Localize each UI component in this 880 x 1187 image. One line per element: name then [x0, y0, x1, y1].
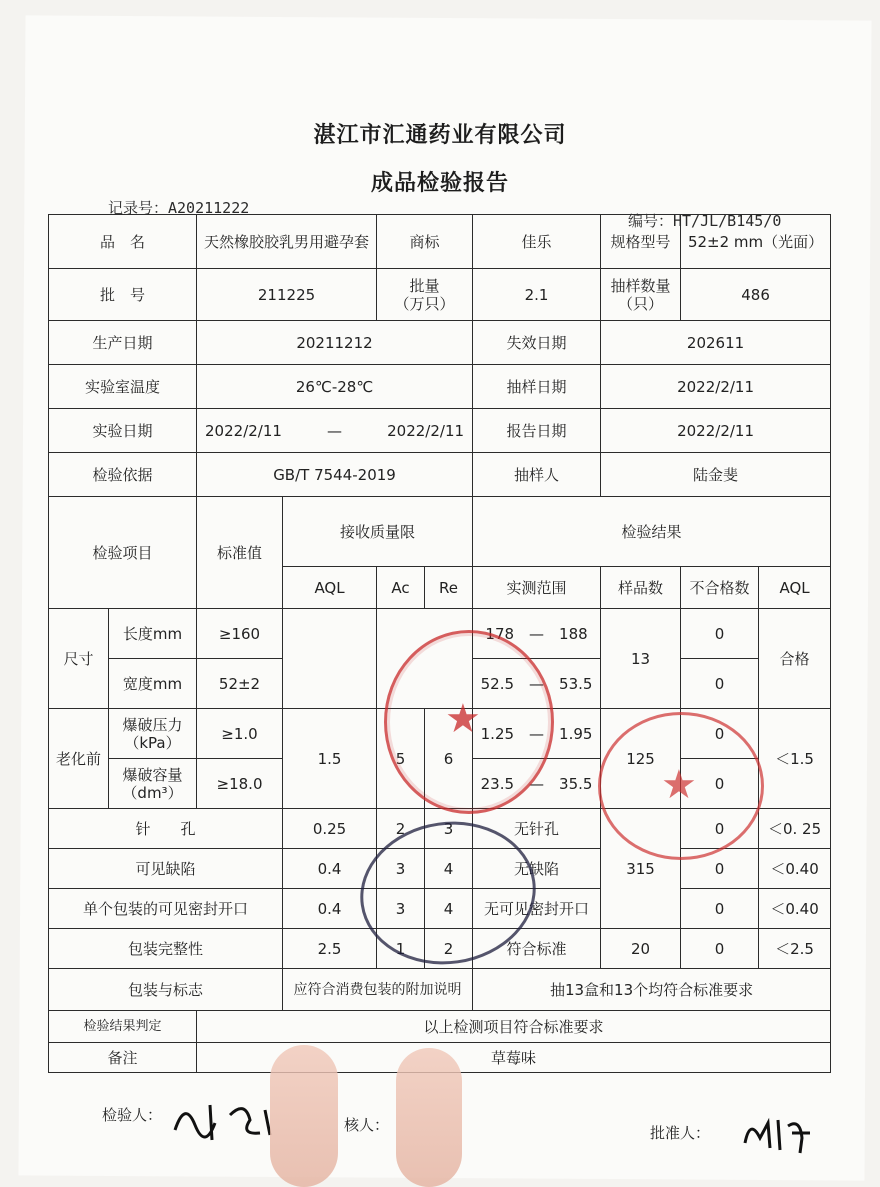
width-range: 52.5 — 53.5: [473, 659, 601, 709]
header-range: 实测范围: [473, 567, 601, 609]
product-name-label: 品 名: [49, 215, 197, 269]
sampling-date-label: 抽样日期: [473, 365, 601, 409]
defect-label: 可见缺陷: [49, 849, 283, 889]
header-samples: 样品数: [601, 567, 681, 609]
burst-pressure-unit: （kPa）: [124, 733, 181, 752]
seal-nonconforming: 0: [681, 889, 759, 929]
finger-overlay: [396, 1048, 462, 1187]
inspector-label: 检验人：: [102, 1106, 163, 1124]
pack-re: 2: [425, 929, 473, 969]
burst-pressure-standard: ≥1.0: [197, 709, 283, 759]
length-nonconforming: 0: [681, 609, 759, 659]
pack-result: ＜2.5: [759, 929, 831, 969]
burst-volume-standard: ≥18.0: [197, 759, 283, 809]
seal-ac: 3: [377, 889, 425, 929]
defect-aql: 0.4: [283, 849, 377, 889]
prod-date-label: 生产日期: [49, 321, 197, 365]
header-acceptance: 接收质量限: [283, 497, 473, 567]
burst-pressure-range: 1.25 — 1.95: [473, 709, 601, 759]
expiry-label: 失效日期: [473, 321, 601, 365]
pack-aql: 2.5: [283, 929, 377, 969]
remark-label: 备注: [49, 1043, 197, 1073]
size-group: 尺寸: [49, 609, 109, 709]
pack-ac: 1: [377, 929, 425, 969]
reviewer-label: 核人：: [344, 1116, 390, 1134]
pinhole-nonconforming: 0: [681, 809, 759, 849]
burst-pressure-label: [109, 709, 197, 759]
product-name: 天然橡胶胶乳男用避孕套: [197, 215, 377, 269]
burst-volume-label: [109, 759, 197, 809]
star-icon: ★: [445, 696, 481, 742]
aging-aql: 1.5: [283, 709, 377, 809]
spec-value: 52±2 mm（光面）: [681, 215, 831, 269]
sample-qty-value: 486: [681, 269, 831, 321]
marking-standard: 应符合消费包装的附加说明: [283, 969, 473, 1011]
length-range: 178 — 188: [473, 609, 601, 659]
sampler-value: 陆金斐: [601, 453, 831, 497]
burst-volume-range: 23.5 — 35.5: [473, 759, 601, 809]
pinhole-range: 无针孔: [473, 809, 601, 849]
header-result-aql: AQL: [759, 567, 831, 609]
batch-qty-unit: （万只）: [394, 294, 455, 313]
brand-value: 佳乐: [473, 215, 601, 269]
pinhole-result: ＜0. 25: [759, 809, 831, 849]
size-result: 合格: [759, 609, 831, 709]
brand-label: 商标: [377, 215, 473, 269]
batch-qty-label: [377, 269, 473, 321]
approver-signature: [740, 1108, 820, 1158]
sample-qty-label: [601, 269, 681, 321]
pinhole-label: 针 孔: [49, 809, 283, 849]
verdict-value: 以上检测项目符合标准要求: [197, 1011, 831, 1043]
size-samples: 13: [601, 609, 681, 709]
pinhole-re: 3: [425, 809, 473, 849]
test-date-label: 实验日期: [49, 409, 197, 453]
pack-range: 符合标准: [473, 929, 601, 969]
aging-result: ＜1.5: [759, 709, 831, 809]
sampling-date-value: 2022/2/11: [601, 365, 831, 409]
defect-result: ＜0.40: [759, 849, 831, 889]
length-label: 长度mm: [109, 609, 197, 659]
header-standard: 标准值: [197, 497, 283, 609]
batch-value: 211225: [197, 269, 377, 321]
pinhole-ac: 2: [377, 809, 425, 849]
seal-aql: 0.4: [283, 889, 377, 929]
report-date-value: 2022/2/11: [601, 409, 831, 453]
document-code: 编号：HT/JL/B145/0: [628, 212, 782, 230]
width-nonconforming: 0: [681, 659, 759, 709]
seal-re: 4: [425, 889, 473, 929]
seal-range: 无可见密封开口: [473, 889, 601, 929]
aging-group: 老化前: [49, 709, 109, 809]
burst-volume-unit: （dm³）: [122, 783, 183, 802]
basis-value: GB/T 7544-2019: [197, 453, 473, 497]
batch-qty-label-text: 批量: [409, 276, 440, 295]
test-date-value: [197, 409, 473, 453]
record-number: 记录号：A20211222: [108, 199, 250, 217]
prod-date-value: 20211212: [197, 321, 473, 365]
header-re: Re: [425, 567, 473, 609]
pack-label: 包装完整性: [49, 929, 283, 969]
report-date-label: 报告日期: [473, 409, 601, 453]
mid-samples: 315: [601, 809, 681, 929]
length-standard: ≥160: [197, 609, 283, 659]
finger-overlay: [270, 1045, 338, 1187]
burst-volume-label-text: 爆破容量: [122, 765, 183, 784]
verdict-label: 检验结果判定: [49, 1011, 197, 1043]
company-name: 湛江市汇通药业有限公司: [313, 123, 567, 148]
batch-qty-value: 2.1: [473, 269, 601, 321]
sampler-label: 抽样人: [473, 453, 601, 497]
expiry-value: 202611: [601, 321, 831, 365]
lab-temp-value: 26℃-28℃: [197, 365, 473, 409]
marking-result: 抽13盒和13个均符合标准要求: [473, 969, 831, 1011]
seal-label: 单个包装的可见密封开口: [49, 889, 283, 929]
defect-nonconforming: 0: [681, 849, 759, 889]
width-label: 宽度mm: [109, 659, 197, 709]
sample-qty-unit: （只）: [618, 294, 664, 313]
header-ac: Ac: [377, 567, 425, 609]
size-aql-blank: [283, 609, 377, 709]
aging-samples: 125: [601, 709, 681, 809]
basis-label: 检验依据: [49, 453, 197, 497]
header-result: 检验结果: [473, 497, 831, 567]
aging-ac: 5: [377, 709, 425, 809]
pack-samples: 20: [601, 929, 681, 969]
defect-re: 4: [425, 849, 473, 889]
inspection-report-table: [48, 214, 831, 1073]
width-standard: 52±2: [197, 659, 283, 709]
pack-nonconforming: 0: [681, 929, 759, 969]
report-title: 成品检验报告: [370, 171, 509, 196]
size-acre-blank: [377, 609, 473, 709]
aging-re: 6: [425, 709, 473, 809]
pinhole-aql: 0.25: [283, 809, 377, 849]
test-date-dash: —: [327, 421, 343, 440]
seal-result: ＜0.40: [759, 889, 831, 929]
header-aql: AQL: [283, 567, 377, 609]
batch-label: 批 号: [49, 269, 197, 321]
defect-ac: 3: [377, 849, 425, 889]
defect-range: 无缺陷: [473, 849, 601, 889]
sample-qty-label-text: 抽样数量: [610, 276, 671, 295]
test-date-to: 2022/2/11: [387, 421, 465, 440]
approver-label: 批准人：: [650, 1124, 711, 1142]
header-item: 检验项目: [49, 497, 197, 609]
burst-pressure-nonconforming: 0: [681, 709, 759, 759]
test-date-from: 2022/2/11: [205, 421, 282, 440]
marking-label: 包装与标志: [49, 969, 283, 1011]
spec-label: 规格型号: [601, 215, 681, 269]
lab-temp-label: 实验室温度: [49, 365, 197, 409]
burst-volume-nonconforming: 0: [681, 759, 759, 809]
remark-value: 草莓味: [197, 1043, 831, 1073]
header-nonconforming: 不合格数: [681, 567, 759, 609]
burst-pressure-label-text: 爆破压力: [122, 715, 183, 734]
star-icon: ★: [661, 762, 697, 808]
